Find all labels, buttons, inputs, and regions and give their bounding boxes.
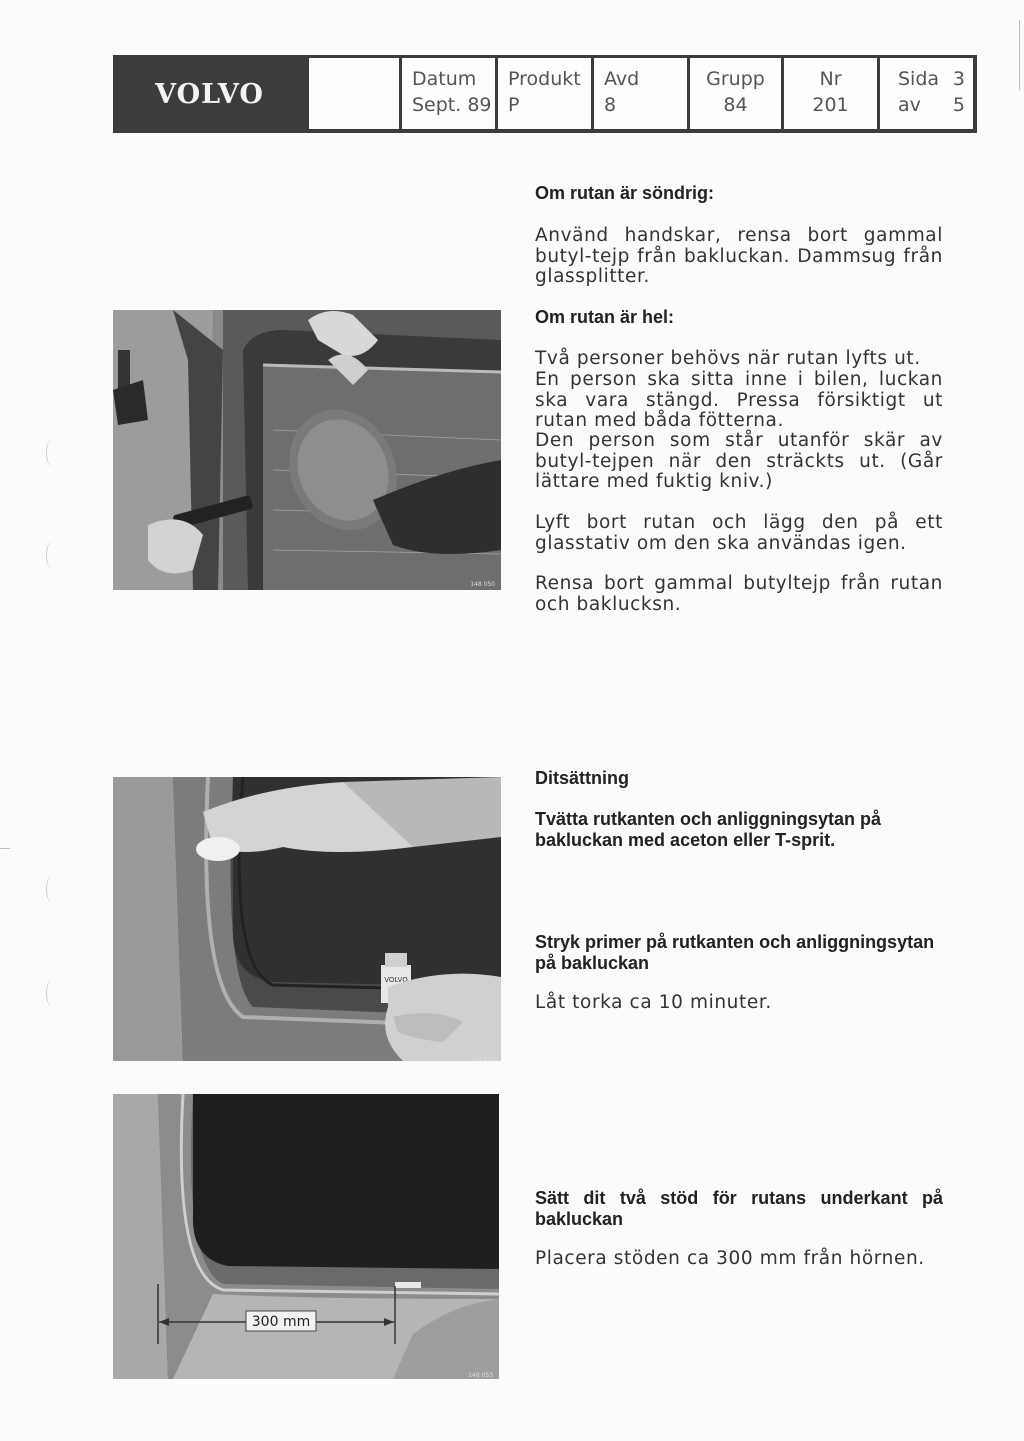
step-apply-primer: Stryk primer på rutkanten och anliggningsytan på bakluckan [535,932,935,973]
step-wash-edge: Tvätta rutkanten och anliggningsytan på bakluckan med aceton eller T-sprit. [535,809,882,850]
produkt-value: P [508,94,520,116]
margin-tick [0,848,10,849]
logo-text: VOLVO [155,78,264,110]
photo-support-position [113,1094,499,1379]
nr-label: Nr [819,68,842,90]
av-value: 5 [952,94,965,116]
step-let-dry: Låt torka ca 10 minuter. [535,992,772,1013]
figure-number: 148 052 [470,1056,495,1061]
bottle-label: VOLVO [384,976,408,984]
produkt-cell [498,58,591,129]
binder-hole-mark [46,980,57,1006]
step-fit-supports: Sätt dit två stöd för rutans underkant på bakluckan [535,1188,943,1229]
heading-broken-glass: Om rutan är söndrig: [535,183,715,203]
text-two-persons: Två personer behövs när rutan lyfts ut. [535,348,921,369]
heading-installation: Ditsättning [535,768,629,788]
step-place-supports: Placera stöden ca 300 mm från hörnen. [535,1248,925,1269]
sida-value: 3 [952,68,965,90]
binder-hole-mark [46,876,57,902]
volvo-logo [113,55,306,133]
produkt-label: Produkt [508,68,581,90]
avd-cell [594,58,687,129]
datum-label: Datum [412,68,477,90]
nr-value: 201 [812,94,849,116]
av-label: av [898,94,921,116]
sida-cell [880,58,973,129]
datum-value: Sept. 89 [412,94,492,116]
binder-hole-mark [46,542,57,568]
grupp-value: 84 [723,94,748,116]
text-clean-tape: Rensa bort gammal butyltejp från rutan och baklucksn. [535,573,943,615]
figure-number: 148 050 [470,581,495,588]
heading-whole-glass: Om rutan är hel: [535,307,675,327]
sida-label: Sida [898,68,940,90]
grupp-cell [690,58,781,129]
datum-cell [402,58,495,129]
photo-clean-and-prime [113,777,501,1061]
binder-hole-mark [46,440,57,466]
text-push-out: En person ska sitta inne i bilen, luckan ska vara stängd. Pressa försiktigt ut rutan med båda fötterna. [535,369,943,431]
avd-value: 8 [604,94,617,116]
page-edge-line [1019,20,1020,90]
avd-label: Avd [604,68,640,90]
figure-number: 148 053 [468,1372,493,1379]
text-cut-tape: Den person som står utanför skär av butyl-tejpen när den sträckts ut. (Går lättare med fuktig kniv.) [535,430,943,492]
photo-push-out-glass [113,310,501,590]
blank-cell [309,58,399,129]
text-lift-away: Lyft bort rutan och lägg den på ett glasstativ om den ska användas igen. [535,512,943,554]
nr-cell [784,58,877,129]
dimension-label: 300 mm [251,1314,311,1330]
document-header [113,55,977,133]
grupp-label: Grupp [706,68,765,90]
text-broken-glass: Använd handskar, rensa bort gammal butyl-tejp från bakluckan. Dammsug från glassplitter. [535,225,943,287]
